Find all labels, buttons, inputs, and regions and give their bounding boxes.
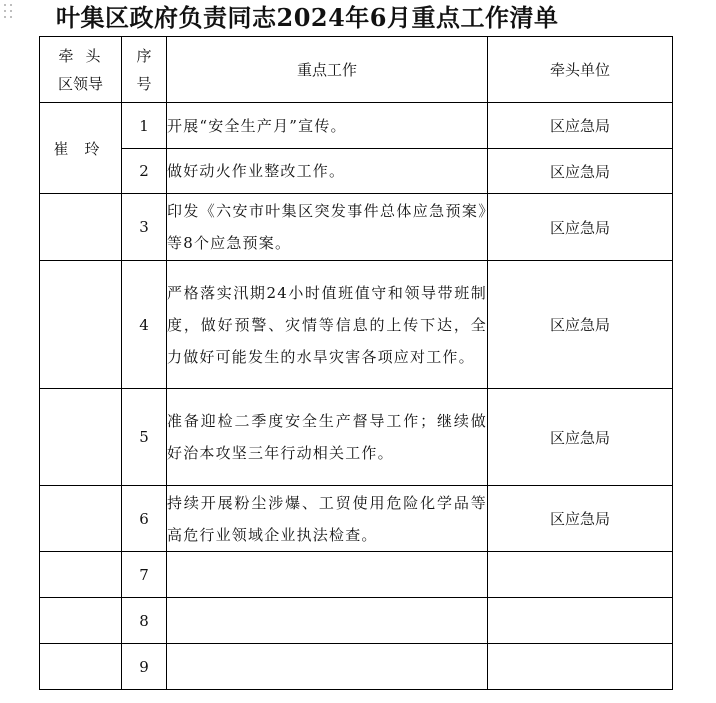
header-leader [40,37,122,103]
header-seq-line1: 序 [136,46,152,65]
row-task: 印发《六安市叶集区突发事件总体应急预案》等8个应急预案。 [167,194,488,261]
table-row [40,389,673,486]
table-header-row [40,37,673,103]
header-leader-line2: 区领导 [57,74,103,93]
row-number: 4 [122,261,167,389]
table-row [40,598,673,644]
leader-name: 崔玲 [53,140,116,158]
work-list-table [39,36,673,690]
leader-empty-cell [40,486,122,552]
row-unit: 区应急局 [488,149,673,194]
row-unit [488,552,673,598]
leader-empty-cell [40,644,122,690]
header-unit: 牵头单位 [488,37,673,103]
row-unit: 区应急局 [488,486,673,552]
table-row [40,103,673,149]
row-number: 6 [122,486,167,552]
table-row [40,644,673,690]
row-unit: 区应急局 [488,389,673,486]
row-number: 3 [122,194,167,261]
row-task: 严格落实汛期24小时值班值守和领导带班制度，做好预警、灾情等信息的上传下达，全力做好可能发生的水旱灾害各项应对工作。 [167,261,488,389]
table-row [40,552,673,598]
row-task [167,644,488,690]
row-number: 2 [122,149,167,194]
row-unit: 区应急局 [488,261,673,389]
row-unit: 区应急局 [488,194,673,261]
row-unit [488,598,673,644]
header-leader-line1: 牵头 [58,46,113,65]
leader-empty-cell [40,194,122,261]
row-task: 开展“安全生产月”宣传。 [167,103,488,149]
page-title: 叶集区政府负责同志2024年6月重点工作清单 [56,3,559,32]
row-task: 做好动火作业整改工作。 [167,149,488,194]
header-task: 重点工作 [167,37,488,103]
row-unit [488,644,673,690]
table-row [40,261,673,389]
leader-cell [40,103,122,194]
row-unit: 区应急局 [488,103,673,149]
row-task: 持续开展粉尘涉爆、工贸使用危险化学品等高危行业领域企业执法检查。 [167,486,488,552]
drag-handle-icon[interactable] [4,4,14,20]
row-task [167,552,488,598]
table-row [40,486,673,552]
table-row [40,194,673,261]
row-task: 准备迎检二季度安全生产督导工作；继续做好治本攻坚三年行动相关工作。 [167,389,488,486]
header-seq [122,37,167,103]
row-number: 1 [122,103,167,149]
row-task [167,598,488,644]
leader-empty-cell [40,552,122,598]
leader-empty-cell [40,598,122,644]
header-seq-line2: 号 [136,74,152,93]
row-number: 8 [122,598,167,644]
row-number: 9 [122,644,167,690]
table-row [40,149,673,194]
row-number: 5 [122,389,167,486]
row-number: 7 [122,552,167,598]
leader-empty-cell [40,261,122,389]
leader-empty-cell [40,389,122,486]
